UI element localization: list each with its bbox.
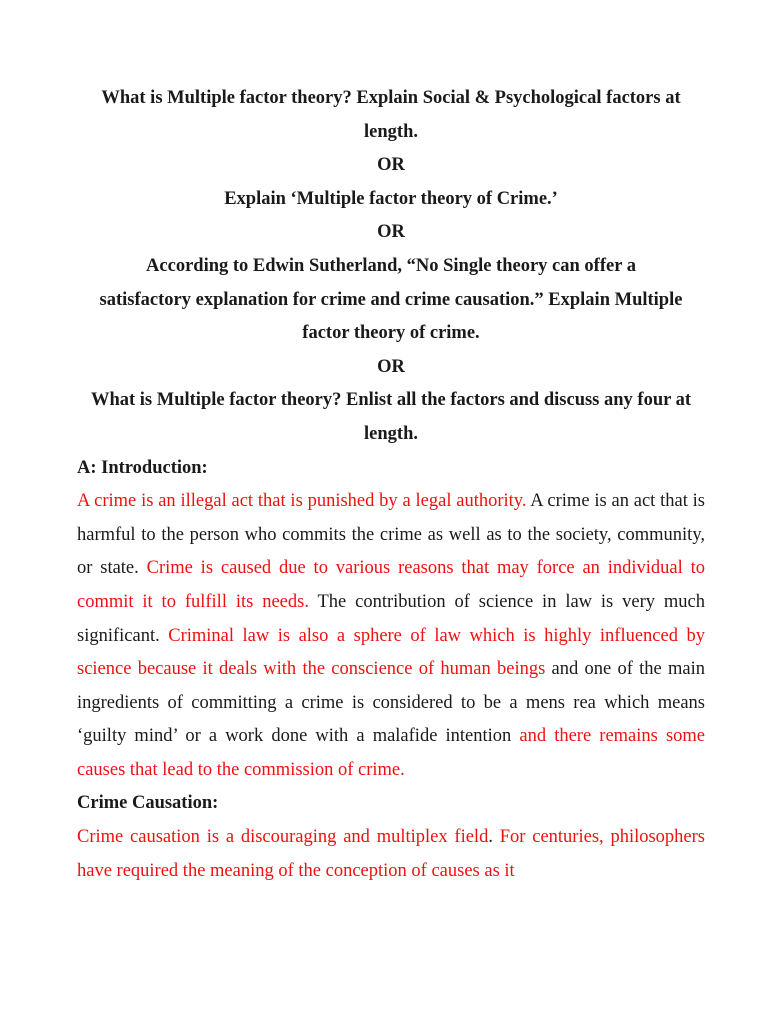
document-page [77,82,705,888]
crime-causation-heading: Crime Causation: [77,793,219,814]
intro-sentence-3: Crime is caused due to various reasons that may force an individual to commit it to fulfill its needs. [77,558,706,612]
or-separator: OR [377,155,405,176]
or-separator: OR [377,356,405,377]
intro-sentence-4: The contribution of science in law is very much significant. [77,591,705,646]
intro-sentence-1: A crime is an illegal act that is punished by a legal authority. [77,491,527,512]
causation-sentence-2: . [488,827,500,848]
intro-sentence-7: and there remains some causes that lead to the commission of crime. [77,726,706,780]
or-separator: OR [377,222,405,243]
introduction-heading: A: Introduction: [77,457,208,478]
question-block [77,82,705,452]
causation-sentence-3: For centuries, philosophers have required the meaning of the conception of causes as it [77,827,705,881]
question-1: What is Multiple factor theory? Explain Social & Psychological factors at length. [101,88,681,142]
crime-causation-paragraph [77,821,705,888]
question-3: According to Edwin Sutherland, “No Single theory can offer a satisfactory explanation for crime and crime causation.” Explain Multiple factor theory of crime. [99,255,683,344]
introduction-paragraph [77,485,705,787]
causation-sentence-1: Crime causation is a discouraging and multiplex field [77,827,489,848]
intro-sentence-2: A crime is an act that is harmful to the person who commits the crime as well as to the society, community, or state. [77,491,706,579]
question-2: Explain ‘Multiple factor theory of Crime.’ [224,188,558,209]
question-4: What is Multiple factor theory? Enlist all the factors and discuss any four at length. [90,390,692,444]
intro-sentence-5: Criminal law is also a sphere of law which is highly influenced by science because it deals with the conscience of human beings [77,625,705,680]
intro-sentence-6: and one of the main ingredients of committing a crime is considered to be a mens rea which means ‘guilty mind’ or a work done with a malafide intention [77,659,705,747]
